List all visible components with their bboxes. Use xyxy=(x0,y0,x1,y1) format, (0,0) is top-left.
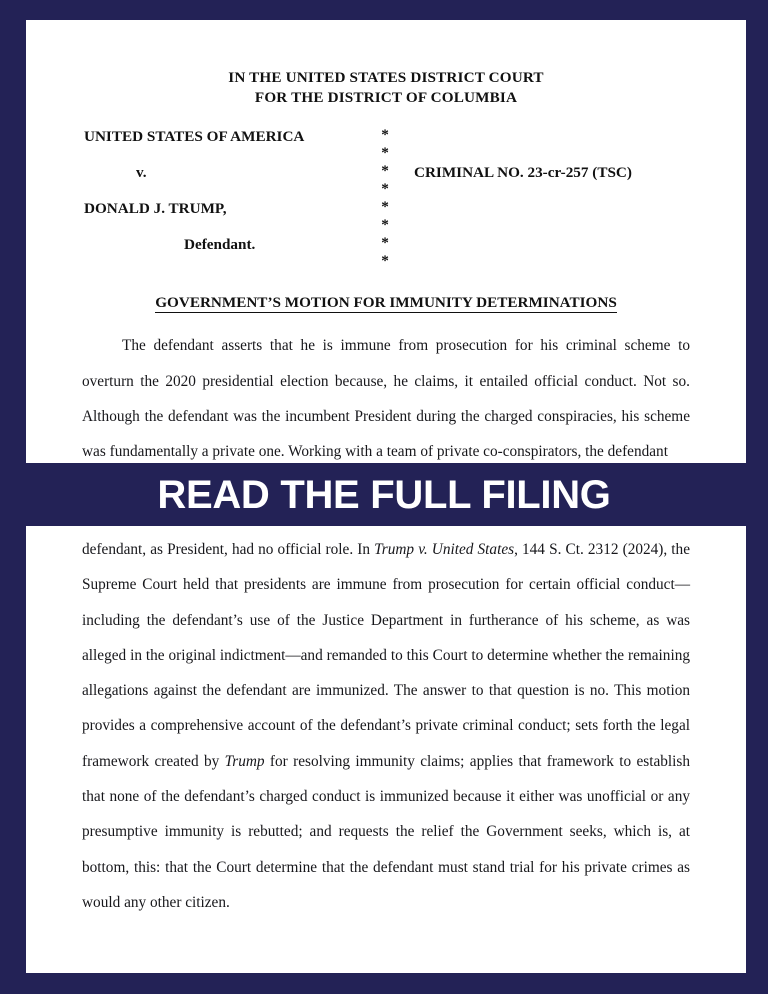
read-full-filing-label: READ THE FULL FILING xyxy=(157,472,611,517)
case-caption xyxy=(26,128,746,280)
caption-separator-glyph: * xyxy=(381,198,389,216)
document-body-bottom xyxy=(82,532,690,920)
caption-defendant: DONALD J. TRUMP, xyxy=(84,200,227,218)
paragraph-1-top: The defendant asserts that he is immune from prosecution for his criminal scheme to overturn the 2020 presidential election because, he claims, it entailed official conduct. Not so. Although the defendant was the incumbent President during the charged conspiracies, his scheme was fundamentally a private one. Working with a team of private co-conspirators, the defendant xyxy=(82,337,690,461)
caption-separator-glyph: * xyxy=(381,144,389,162)
caption-separator-glyph: * xyxy=(381,216,389,234)
cite-lead-in: defendant, as President, had no official role. In xyxy=(82,541,375,558)
court-header-line-2: FOR THE DISTRICT OF COLUMBIA xyxy=(254,89,518,107)
caption-separator-glyph: * xyxy=(381,162,389,180)
caption-separator-glyph: * xyxy=(381,126,389,144)
court-header-line-1: IN THE UNITED STATES DISTRICT COURT xyxy=(228,69,544,86)
trump-case-shortname-italic: Trump xyxy=(224,752,265,770)
case-citation-italic: Trump v. United States xyxy=(374,541,515,558)
caption-separator-glyph: * xyxy=(381,252,389,270)
paragraph-1-continued xyxy=(82,532,690,920)
read-full-filing-banner[interactable] xyxy=(0,463,768,526)
caption-separator-glyph: * xyxy=(381,234,389,252)
caption-separator-column xyxy=(378,126,392,270)
cite-trailer: , 144 S. Ct. 2312 (2024), the Supreme Court held that presidents are immune from prosecution for certain official conduct—including the defendant’s use of the Justice Department in furtherance of his scheme, as was alleged in the original indictment—and remanded to this Court to determine whether the remaining allegations against the defendant are immunized. The answer to that question is no. This motion provides a comprehensive account of the defendant’s private criminal conduct; sets forth the legal framework created by xyxy=(82,541,690,770)
caption-case-number: CRIMINAL NO. 23-cr-257 (TSC) xyxy=(414,164,632,182)
caption-plaintiff: UNITED STATES OF AMERICA xyxy=(84,128,305,146)
paragraph-1-tail: for resolving immunity claims; applies that framework to establish that none of the defendant’s charged conduct is immunized because it either was unofficial or any presumptive immunity is rebutted; and requests the relief the Government seeks, which is, at bottom, this: that the Court determine that the defendant must stand trial for his private crimes as would any other citizen. xyxy=(82,752,690,911)
document-page-bottom xyxy=(26,526,746,973)
document-page-top xyxy=(26,20,746,463)
document-body-top xyxy=(82,328,690,463)
court-header xyxy=(26,68,746,108)
caption-versus: v. xyxy=(136,164,147,182)
caption-separator-glyph: * xyxy=(381,180,389,198)
document-title-text: GOVERNMENT’S MOTION FOR IMMUNITY DETERMINATIONS xyxy=(155,294,617,312)
caption-defendant-role: Defendant. xyxy=(184,236,256,254)
document-title xyxy=(26,294,746,312)
